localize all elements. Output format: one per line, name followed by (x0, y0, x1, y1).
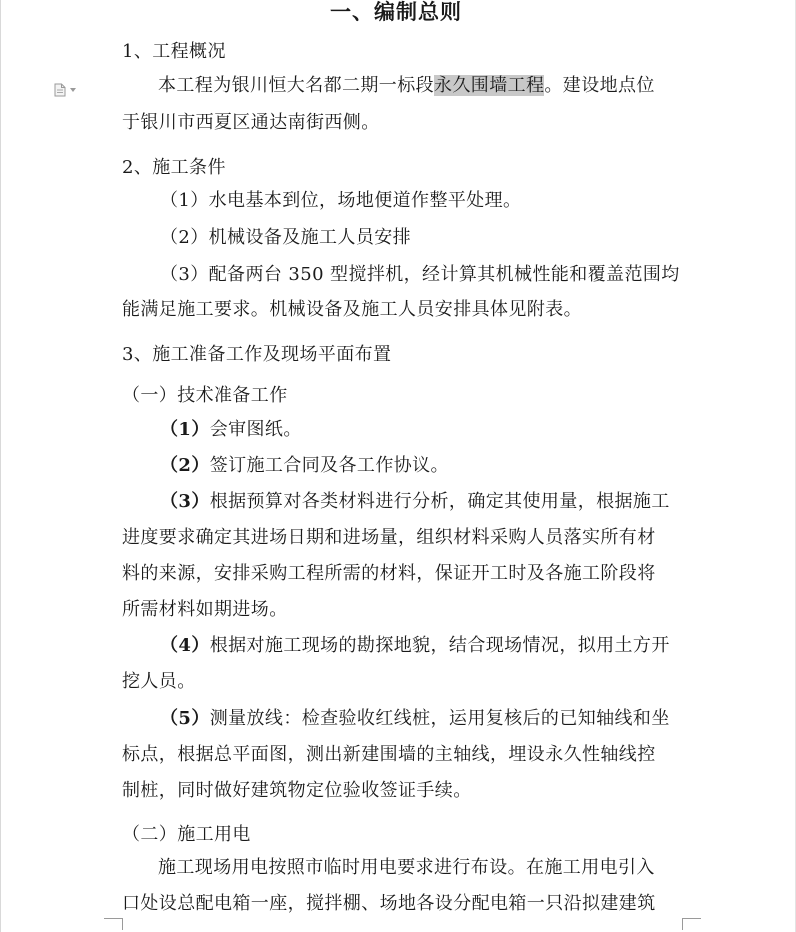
list-number: （4） (160, 635, 210, 656)
paragraph-line: 施工现场用电按照市临时用电要求进行布设。在施工用电引入 (158, 857, 655, 878)
highlighted-text[interactable]: 永久围墙工程 (434, 75, 545, 96)
list-number: （5） (160, 708, 210, 729)
list-text: 根据预算对各类材料进行分析，确定其使用量，根据施工 (209, 491, 670, 512)
crop-mark-bottom-right (682, 918, 701, 930)
text-run: 本工程为银川恒大名都二期一标段 (158, 75, 434, 96)
list-text: 测量放线：检查验收红线桩，运用复核后的已知轴线和坐 (209, 708, 670, 729)
paragraph-line: 料的来源，安排采购工程所需的材料，保证开工时及各施工阶段将 (122, 563, 656, 584)
paragraph-line: 能满足施工要求。机械设备及施工人员安排具体见附表。 (122, 299, 582, 320)
list-item: （1）水电基本到位，场地便道作整平处理。 (160, 190, 522, 211)
document-icon (54, 83, 66, 97)
list-item: （2）机械设备及施工人员安排 (160, 227, 412, 248)
page-left-edge (0, 0, 1, 932)
paragraph-line: 所需材料如期进场。 (122, 599, 288, 620)
list-item (160, 490, 670, 514)
list-text: 签订施工合同及各工作协议。 (209, 455, 449, 476)
section-heading-1: 1、工程概况 (122, 41, 226, 62)
list-item: （3）配备两台 350 型搅拌机，经计算其机械性能和覆盖范围均 (160, 264, 680, 285)
list-item (160, 634, 670, 658)
list-text: 根据对施工现场的勘探地貌，结合现场情况，拟用土方开 (209, 635, 670, 656)
page-title: 一、编制总则 (330, 0, 462, 24)
list-item (160, 707, 670, 731)
subsection-heading: （一）技术准备工作 (122, 385, 288, 406)
crop-mark-bottom-left (104, 918, 123, 930)
list-text: 会审图纸。 (209, 419, 302, 440)
paragraph-line: 口处设总配电箱一座，搅拌棚、场地各设分配电箱一只沿拟建建筑 (122, 893, 656, 914)
section-heading-3: 3、施工准备工作及现场平面布置 (122, 344, 392, 365)
list-item (160, 418, 302, 442)
section-heading-2: 2、施工条件 (122, 157, 226, 178)
list-item (160, 454, 449, 478)
paragraph-line: 于银川市西夏区通达南街西侧。 (122, 112, 380, 133)
text-run: 。建设地点位 (544, 75, 655, 96)
paragraph-line: 制桩，同时做好建筑物定位验收签证手续。 (122, 780, 472, 801)
list-number: （2） (160, 455, 210, 476)
list-number: （1） (160, 419, 210, 440)
paragraph-marker[interactable] (54, 82, 80, 98)
dropdown-arrow-icon (70, 88, 76, 92)
paragraph-line (158, 74, 655, 98)
paragraph-line: 标点，根据总平面图，测出新建围墙的主轴线，埋设永久性轴线控 (122, 744, 656, 765)
list-number: （3） (160, 491, 210, 512)
subsection-heading: （二）施工用电 (122, 824, 251, 845)
paragraph-line: 进度要求确定其进场日期和进场量，组织材料采购人员落实所有材 (122, 527, 656, 548)
paragraph-line: 挖人员。 (122, 671, 196, 692)
